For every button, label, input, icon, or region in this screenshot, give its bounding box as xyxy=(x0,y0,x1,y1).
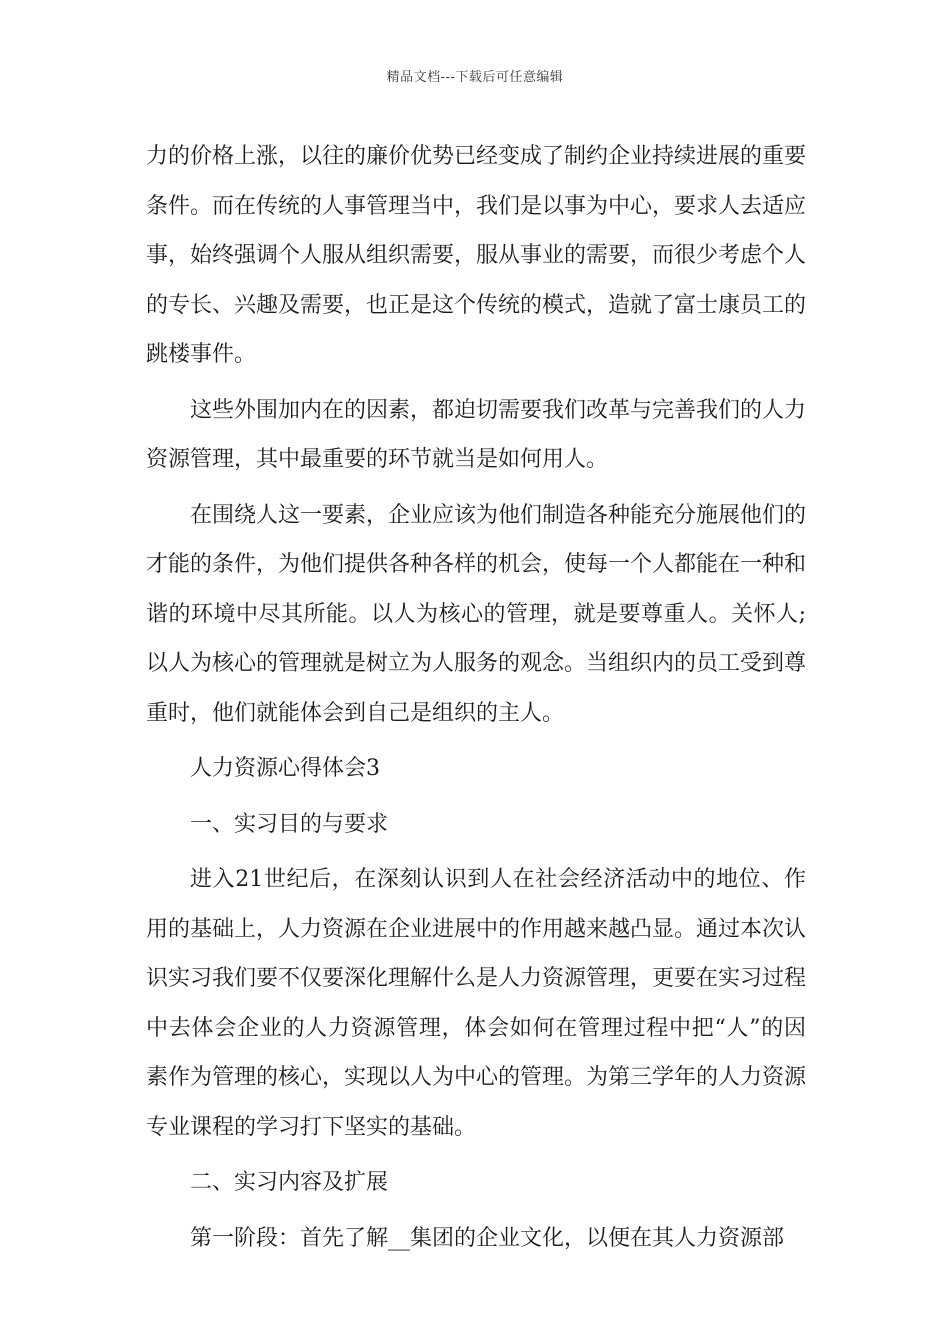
page-header: 精品文档---下载后可任意编辑 xyxy=(386,70,564,85)
paragraph-people-centered: 在围绕人这一要素，企业应该为他们制造各种能充分施展他们的才能的条件，为他们提供各种各样的机会，使每一个人都能在一种和谐的环境中尽其所能。以人为核心的管理，就是要尊重人。关怀人;以人为核心的管理就是树立为人服务的观念。当组织内的员工受到尊重时，他们就能体会到自己是组织的主人。 xyxy=(146,502,807,726)
paragraph-continuation: 力的价格上涨，以往的廉价优势已经变成了制约企业持续进展的重要条件。而在传统的人事管理当中，我们是以事为中心，要求人去适应事，始终强调个人服从组织需要，服从事业的需要，而很少考虑个人的专长、兴趣及需要，也正是这个传统的模式，造就了富士康员工的跳楼事件。 xyxy=(146,144,807,367)
subheading-purpose: 一、实习目的与要求 xyxy=(190,811,389,837)
paragraph-external-factors: 这些外围加内在的因素，都迫切需要我们改革与完善我们的人力资源管理，其中最重要的环节就当是如何用人。 xyxy=(146,397,807,472)
document-body xyxy=(146,132,806,1269)
paragraph-stage-one: 第一阶段：首先了解__集团的企业文化，以便在其人力资源部 xyxy=(190,1225,785,1251)
subheading-content: 二、实习内容及扩展 xyxy=(190,1170,389,1195)
paragraph-purpose: 进入21世纪后，在深刻认识到人在社会经济活动中的地位、作用的基础上，人力资源在企业进展中的作用越来越凸显。通过本次认识实习我们要不仅要深化理解什么是人力资源管理，更要在实习过程中去体会企业的人力资源管理，体会如何在管理过程中把“人”的因素作为管理的核心，实现以人为中心的管理。为第三学年的人力资源专业课程的学习打下坚实的基础。 xyxy=(146,867,807,1140)
section-title: 人力资源心得体会3 xyxy=(190,756,380,781)
